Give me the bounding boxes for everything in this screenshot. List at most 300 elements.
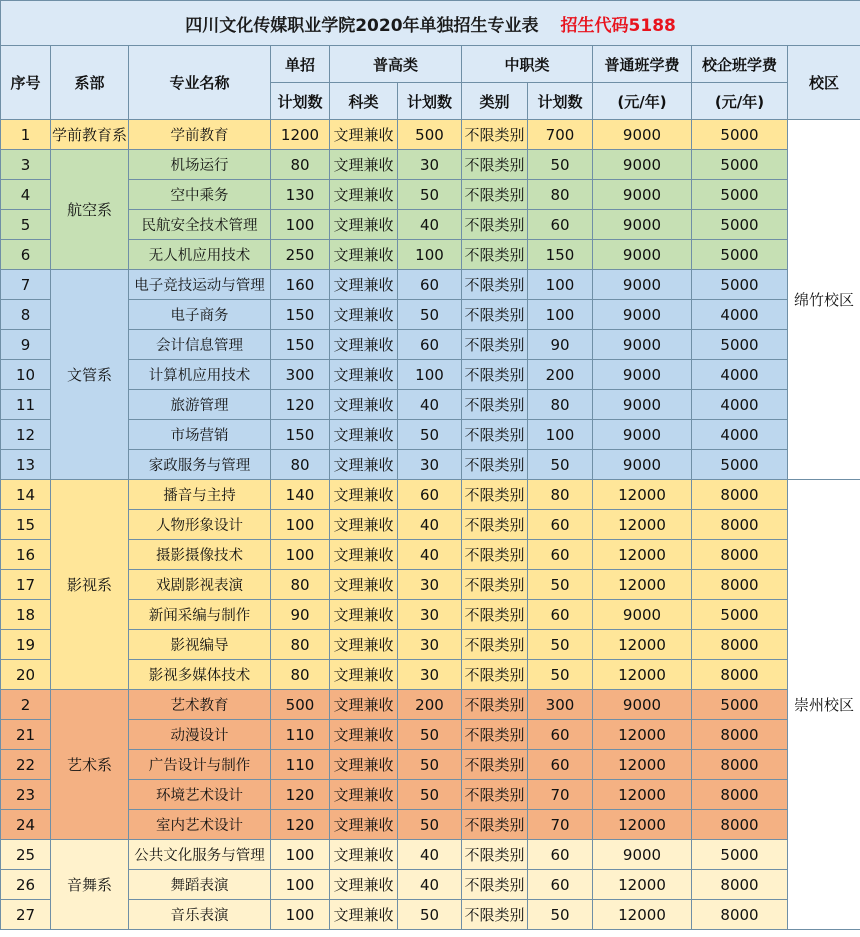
table-row <box>1 720 860 750</box>
cell-normal-fee: 12000 <box>593 900 692 930</box>
cell-subject: 文理兼收 <box>330 600 398 630</box>
cell-major: 环境艺术设计 <box>129 780 271 810</box>
cell-vocational-plan: 50 <box>528 630 593 660</box>
cell-normal-fee: 12000 <box>593 570 692 600</box>
cell-vocational-plan: 300 <box>528 690 593 720</box>
cell-vocational-plan: 150 <box>528 240 593 270</box>
cell-single-plan: 120 <box>271 390 330 420</box>
cell-vocational-type: 不限类别 <box>462 570 528 600</box>
table-row <box>1 810 860 840</box>
cell-campus: 崇州校区 <box>788 480 860 930</box>
cell-major: 影视编导 <box>129 630 271 660</box>
cell-normal-fee: 12000 <box>593 630 692 660</box>
cell-single-plan: 120 <box>271 810 330 840</box>
cell-major: 机场运行 <box>129 150 271 180</box>
table-row <box>1 780 860 810</box>
cell-normal-fee: 9000 <box>593 840 692 870</box>
header-coop-fee: 校企班学费 <box>692 46 788 83</box>
cell-general-plan: 40 <box>398 840 462 870</box>
cell-general-plan: 30 <box>398 600 462 630</box>
cell-campus: 绵竹校区 <box>788 120 860 480</box>
cell-subject: 文理兼收 <box>330 300 398 330</box>
cell-normal-fee: 12000 <box>593 480 692 510</box>
cell-normal-fee: 9000 <box>593 210 692 240</box>
cell-vocational-type: 不限类别 <box>462 360 528 390</box>
cell-single-plan: 160 <box>271 270 330 300</box>
cell-dept: 艺术系 <box>51 690 129 840</box>
cell-vocational-type: 不限类别 <box>462 870 528 900</box>
table-row <box>1 240 860 270</box>
header-vocational: 中职类 <box>462 46 593 83</box>
cell-major: 市场营销 <box>129 420 271 450</box>
cell-seq: 5 <box>1 210 51 240</box>
cell-vocational-plan: 60 <box>528 210 593 240</box>
cell-dept: 航空系 <box>51 150 129 270</box>
cell-general-plan: 50 <box>398 810 462 840</box>
cell-general-plan: 500 <box>398 120 462 150</box>
cell-vocational-type: 不限类别 <box>462 390 528 420</box>
table-row <box>1 270 860 300</box>
cell-single-plan: 80 <box>271 450 330 480</box>
cell-vocational-type: 不限类别 <box>462 450 528 480</box>
title-text: 四川文化传媒职业学院2020年单独招生专业表 <box>185 15 539 36</box>
cell-major: 室内艺术设计 <box>129 810 271 840</box>
header-vocational-type: 类别 <box>462 83 528 120</box>
cell-vocational-plan: 70 <box>528 810 593 840</box>
cell-vocational-type: 不限类别 <box>462 210 528 240</box>
cell-major: 公共文化服务与管理 <box>129 840 271 870</box>
cell-normal-fee: 9000 <box>593 150 692 180</box>
cell-seq: 20 <box>1 660 51 690</box>
cell-dept: 音舞系 <box>51 840 129 930</box>
cell-vocational-type: 不限类别 <box>462 900 528 930</box>
cell-single-plan: 150 <box>271 330 330 360</box>
cell-vocational-type: 不限类别 <box>462 600 528 630</box>
cell-subject: 文理兼收 <box>330 540 398 570</box>
cell-general-plan: 30 <box>398 150 462 180</box>
cell-general-plan: 50 <box>398 780 462 810</box>
cell-seq: 15 <box>1 510 51 540</box>
cell-normal-fee: 12000 <box>593 510 692 540</box>
header-general-plan: 计划数 <box>398 83 462 120</box>
table-row <box>1 870 860 900</box>
table-row <box>1 390 860 420</box>
header-campus: 校区 <box>788 46 860 120</box>
cell-normal-fee: 12000 <box>593 660 692 690</box>
cell-vocational-type: 不限类别 <box>462 150 528 180</box>
cell-coop-fee: 8000 <box>692 510 788 540</box>
cell-general-plan: 50 <box>398 750 462 780</box>
cell-seq: 12 <box>1 420 51 450</box>
cell-subject: 文理兼收 <box>330 840 398 870</box>
cell-dept: 文管系 <box>51 270 129 480</box>
cell-major: 民航安全技术管理 <box>129 210 271 240</box>
cell-coop-fee: 8000 <box>692 780 788 810</box>
table-row <box>1 420 860 450</box>
cell-seq: 8 <box>1 300 51 330</box>
header-dept: 系部 <box>51 46 129 120</box>
cell-vocational-plan: 70 <box>528 780 593 810</box>
cell-seq: 19 <box>1 630 51 660</box>
cell-coop-fee: 8000 <box>692 900 788 930</box>
cell-normal-fee: 9000 <box>593 120 692 150</box>
cell-major: 旅游管理 <box>129 390 271 420</box>
cell-normal-fee: 12000 <box>593 750 692 780</box>
cell-subject: 文理兼收 <box>330 240 398 270</box>
cell-vocational-type: 不限类别 <box>462 720 528 750</box>
cell-single-plan: 100 <box>271 840 330 870</box>
cell-coop-fee: 5000 <box>692 150 788 180</box>
table-row <box>1 630 860 660</box>
cell-vocational-type: 不限类别 <box>462 690 528 720</box>
cell-normal-fee: 12000 <box>593 540 692 570</box>
cell-seq: 25 <box>1 840 51 870</box>
cell-vocational-plan: 60 <box>528 600 593 630</box>
header-general: 普高类 <box>330 46 462 83</box>
cell-single-plan: 100 <box>271 210 330 240</box>
cell-subject: 文理兼收 <box>330 210 398 240</box>
cell-vocational-plan: 80 <box>528 180 593 210</box>
cell-normal-fee: 12000 <box>593 810 692 840</box>
cell-subject: 文理兼收 <box>330 270 398 300</box>
cell-coop-fee: 5000 <box>692 240 788 270</box>
cell-seq: 11 <box>1 390 51 420</box>
cell-major: 学前教育 <box>129 120 271 150</box>
cell-subject: 文理兼收 <box>330 150 398 180</box>
cell-subject: 文理兼收 <box>330 570 398 600</box>
cell-coop-fee: 8000 <box>692 480 788 510</box>
table-row <box>1 120 860 150</box>
cell-coop-fee: 5000 <box>692 270 788 300</box>
cell-general-plan: 40 <box>398 540 462 570</box>
cell-normal-fee: 9000 <box>593 300 692 330</box>
cell-seq: 26 <box>1 870 51 900</box>
cell-vocational-type: 不限类别 <box>462 480 528 510</box>
cell-coop-fee: 8000 <box>692 540 788 570</box>
cell-seq: 17 <box>1 570 51 600</box>
cell-coop-fee: 4000 <box>692 300 788 330</box>
cell-single-plan: 1200 <box>271 120 330 150</box>
cell-single-plan: 120 <box>271 780 330 810</box>
header-coop-fee-unit: (元/年) <box>692 83 788 120</box>
table-row <box>1 480 860 510</box>
cell-vocational-plan: 50 <box>528 570 593 600</box>
header-single: 单招 <box>271 46 330 83</box>
cell-vocational-type: 不限类别 <box>462 780 528 810</box>
cell-major: 家政服务与管理 <box>129 450 271 480</box>
cell-seq: 13 <box>1 450 51 480</box>
cell-normal-fee: 9000 <box>593 420 692 450</box>
cell-normal-fee: 9000 <box>593 180 692 210</box>
cell-normal-fee: 9000 <box>593 270 692 300</box>
cell-single-plan: 500 <box>271 690 330 720</box>
cell-single-plan: 80 <box>271 630 330 660</box>
cell-single-plan: 300 <box>271 360 330 390</box>
header-single-plan: 计划数 <box>271 83 330 120</box>
cell-seq: 14 <box>1 480 51 510</box>
cell-single-plan: 110 <box>271 720 330 750</box>
enrollment-code: 招生代码5188 <box>560 15 676 36</box>
cell-vocational-type: 不限类别 <box>462 630 528 660</box>
cell-coop-fee: 8000 <box>692 720 788 750</box>
cell-general-plan: 40 <box>398 510 462 540</box>
cell-major: 摄影摄像技术 <box>129 540 271 570</box>
cell-general-plan: 30 <box>398 570 462 600</box>
cell-normal-fee: 12000 <box>593 780 692 810</box>
cell-vocational-plan: 100 <box>528 420 593 450</box>
table-row <box>1 360 860 390</box>
table-row <box>1 600 860 630</box>
cell-seq: 6 <box>1 240 51 270</box>
cell-coop-fee: 8000 <box>692 870 788 900</box>
cell-major: 广告设计与制作 <box>129 750 271 780</box>
cell-vocational-type: 不限类别 <box>462 420 528 450</box>
cell-subject: 文理兼收 <box>330 690 398 720</box>
cell-dept: 学前教育系 <box>51 120 129 150</box>
cell-subject: 文理兼收 <box>330 330 398 360</box>
cell-vocational-plan: 50 <box>528 450 593 480</box>
cell-general-plan: 60 <box>398 330 462 360</box>
cell-major: 艺术教育 <box>129 690 271 720</box>
cell-major: 无人机应用技术 <box>129 240 271 270</box>
cell-seq: 21 <box>1 720 51 750</box>
cell-vocational-type: 不限类别 <box>462 540 528 570</box>
cell-general-plan: 50 <box>398 180 462 210</box>
cell-normal-fee: 9000 <box>593 600 692 630</box>
cell-general-plan: 30 <box>398 630 462 660</box>
cell-major: 空中乘务 <box>129 180 271 210</box>
cell-coop-fee: 5000 <box>692 210 788 240</box>
cell-major: 电子商务 <box>129 300 271 330</box>
cell-seq: 10 <box>1 360 51 390</box>
cell-general-plan: 200 <box>398 690 462 720</box>
cell-vocational-plan: 80 <box>528 480 593 510</box>
cell-coop-fee: 5000 <box>692 120 788 150</box>
header-major: 专业名称 <box>129 46 271 120</box>
cell-single-plan: 150 <box>271 420 330 450</box>
cell-subject: 文理兼收 <box>330 360 398 390</box>
header-general-subject: 科类 <box>330 83 398 120</box>
cell-normal-fee: 9000 <box>593 690 692 720</box>
header-row-1 <box>1 46 860 83</box>
cell-seq: 16 <box>1 540 51 570</box>
cell-general-plan: 60 <box>398 480 462 510</box>
cell-vocational-plan: 700 <box>528 120 593 150</box>
cell-seq: 23 <box>1 780 51 810</box>
table-row <box>1 690 860 720</box>
cell-normal-fee: 9000 <box>593 360 692 390</box>
cell-major: 新闻采编与制作 <box>129 600 271 630</box>
cell-subject: 文理兼收 <box>330 120 398 150</box>
cell-coop-fee: 5000 <box>692 330 788 360</box>
cell-seq: 24 <box>1 810 51 840</box>
table-row <box>1 330 860 360</box>
cell-major: 影视多媒体技术 <box>129 660 271 690</box>
cell-subject: 文理兼收 <box>330 810 398 840</box>
cell-coop-fee: 8000 <box>692 810 788 840</box>
cell-subject: 文理兼收 <box>330 180 398 210</box>
table-row <box>1 900 860 930</box>
cell-vocational-type: 不限类别 <box>462 810 528 840</box>
cell-normal-fee: 12000 <box>593 870 692 900</box>
cell-single-plan: 100 <box>271 900 330 930</box>
cell-normal-fee: 9000 <box>593 390 692 420</box>
cell-coop-fee: 4000 <box>692 360 788 390</box>
cell-vocational-type: 不限类别 <box>462 240 528 270</box>
cell-general-plan: 40 <box>398 210 462 240</box>
cell-vocational-type: 不限类别 <box>462 510 528 540</box>
cell-single-plan: 250 <box>271 240 330 270</box>
cell-vocational-plan: 50 <box>528 660 593 690</box>
table-row <box>1 210 860 240</box>
table-row <box>1 840 860 870</box>
cell-seq: 22 <box>1 750 51 780</box>
cell-coop-fee: 8000 <box>692 660 788 690</box>
cell-seq: 3 <box>1 150 51 180</box>
cell-major: 音乐表演 <box>129 900 271 930</box>
cell-vocational-type: 不限类别 <box>462 180 528 210</box>
cell-normal-fee: 12000 <box>593 720 692 750</box>
cell-subject: 文理兼收 <box>330 720 398 750</box>
cell-coop-fee: 5000 <box>692 180 788 210</box>
cell-general-plan: 50 <box>398 420 462 450</box>
cell-single-plan: 80 <box>271 570 330 600</box>
cell-single-plan: 100 <box>271 870 330 900</box>
table-row <box>1 180 860 210</box>
cell-general-plan: 100 <box>398 240 462 270</box>
cell-vocational-plan: 100 <box>528 300 593 330</box>
cell-single-plan: 90 <box>271 600 330 630</box>
cell-subject: 文理兼收 <box>330 420 398 450</box>
cell-coop-fee: 5000 <box>692 600 788 630</box>
cell-coop-fee: 8000 <box>692 630 788 660</box>
cell-vocational-plan: 60 <box>528 540 593 570</box>
cell-general-plan: 50 <box>398 300 462 330</box>
cell-seq: 27 <box>1 900 51 930</box>
cell-vocational-type: 不限类别 <box>462 270 528 300</box>
table-row <box>1 450 860 480</box>
cell-seq: 1 <box>1 120 51 150</box>
table-row <box>1 150 860 180</box>
cell-seq: 9 <box>1 330 51 360</box>
cell-subject: 文理兼收 <box>330 480 398 510</box>
cell-vocational-plan: 60 <box>528 870 593 900</box>
cell-single-plan: 80 <box>271 150 330 180</box>
table-row <box>1 510 860 540</box>
table-body <box>1 120 860 930</box>
cell-subject: 文理兼收 <box>330 660 398 690</box>
table-title <box>1 1 860 46</box>
cell-major: 动漫设计 <box>129 720 271 750</box>
cell-major: 人物形象设计 <box>129 510 271 540</box>
header-normal-fee-unit: (元/年) <box>593 83 692 120</box>
cell-single-plan: 100 <box>271 540 330 570</box>
cell-single-plan: 150 <box>271 300 330 330</box>
cell-major: 播音与主持 <box>129 480 271 510</box>
cell-single-plan: 100 <box>271 510 330 540</box>
cell-subject: 文理兼收 <box>330 870 398 900</box>
cell-subject: 文理兼收 <box>330 750 398 780</box>
cell-seq: 2 <box>1 690 51 720</box>
cell-subject: 文理兼收 <box>330 510 398 540</box>
cell-vocational-plan: 60 <box>528 720 593 750</box>
cell-normal-fee: 9000 <box>593 240 692 270</box>
cell-vocational-type: 不限类别 <box>462 330 528 360</box>
cell-single-plan: 110 <box>271 750 330 780</box>
cell-vocational-plan: 50 <box>528 150 593 180</box>
cell-vocational-plan: 80 <box>528 390 593 420</box>
table-row <box>1 300 860 330</box>
table-row <box>1 660 860 690</box>
cell-coop-fee: 5000 <box>692 840 788 870</box>
cell-general-plan: 40 <box>398 870 462 900</box>
cell-subject: 文理兼收 <box>330 450 398 480</box>
cell-major: 电子竞技运动与管理 <box>129 270 271 300</box>
cell-coop-fee: 8000 <box>692 750 788 780</box>
title-row <box>1 1 860 46</box>
cell-major: 会计信息管理 <box>129 330 271 360</box>
cell-seq: 18 <box>1 600 51 630</box>
cell-vocational-type: 不限类别 <box>462 840 528 870</box>
header-normal-fee: 普通班学费 <box>593 46 692 83</box>
table-row <box>1 540 860 570</box>
cell-general-plan: 100 <box>398 360 462 390</box>
cell-vocational-type: 不限类别 <box>462 750 528 780</box>
cell-vocational-plan: 60 <box>528 840 593 870</box>
cell-subject: 文理兼收 <box>330 630 398 660</box>
cell-seq: 4 <box>1 180 51 210</box>
cell-subject: 文理兼收 <box>330 780 398 810</box>
cell-normal-fee: 9000 <box>593 330 692 360</box>
cell-coop-fee: 5000 <box>692 450 788 480</box>
cell-vocational-plan: 60 <box>528 750 593 780</box>
cell-major: 舞蹈表演 <box>129 870 271 900</box>
cell-vocational-plan: 50 <box>528 900 593 930</box>
cell-seq: 7 <box>1 270 51 300</box>
cell-vocational-type: 不限类别 <box>462 120 528 150</box>
cell-vocational-plan: 60 <box>528 510 593 540</box>
cell-major: 戏剧影视表演 <box>129 570 271 600</box>
cell-single-plan: 140 <box>271 480 330 510</box>
cell-vocational-type: 不限类别 <box>462 660 528 690</box>
cell-coop-fee: 4000 <box>692 420 788 450</box>
cell-major: 计算机应用技术 <box>129 360 271 390</box>
cell-coop-fee: 5000 <box>692 690 788 720</box>
cell-general-plan: 30 <box>398 660 462 690</box>
cell-normal-fee: 9000 <box>593 450 692 480</box>
cell-general-plan: 30 <box>398 450 462 480</box>
cell-single-plan: 130 <box>271 180 330 210</box>
cell-general-plan: 60 <box>398 270 462 300</box>
cell-single-plan: 80 <box>271 660 330 690</box>
table-row <box>1 570 860 600</box>
cell-subject: 文理兼收 <box>330 900 398 930</box>
header-seq: 序号 <box>1 46 51 120</box>
cell-vocational-type: 不限类别 <box>462 300 528 330</box>
cell-subject: 文理兼收 <box>330 390 398 420</box>
cell-coop-fee: 8000 <box>692 570 788 600</box>
cell-general-plan: 50 <box>398 720 462 750</box>
header-vocational-plan: 计划数 <box>528 83 593 120</box>
cell-coop-fee: 4000 <box>692 390 788 420</box>
cell-general-plan: 50 <box>398 900 462 930</box>
cell-dept: 影视系 <box>51 480 129 690</box>
cell-vocational-plan: 200 <box>528 360 593 390</box>
cell-general-plan: 40 <box>398 390 462 420</box>
cell-vocational-plan: 100 <box>528 270 593 300</box>
table-row <box>1 750 860 780</box>
cell-vocational-plan: 90 <box>528 330 593 360</box>
